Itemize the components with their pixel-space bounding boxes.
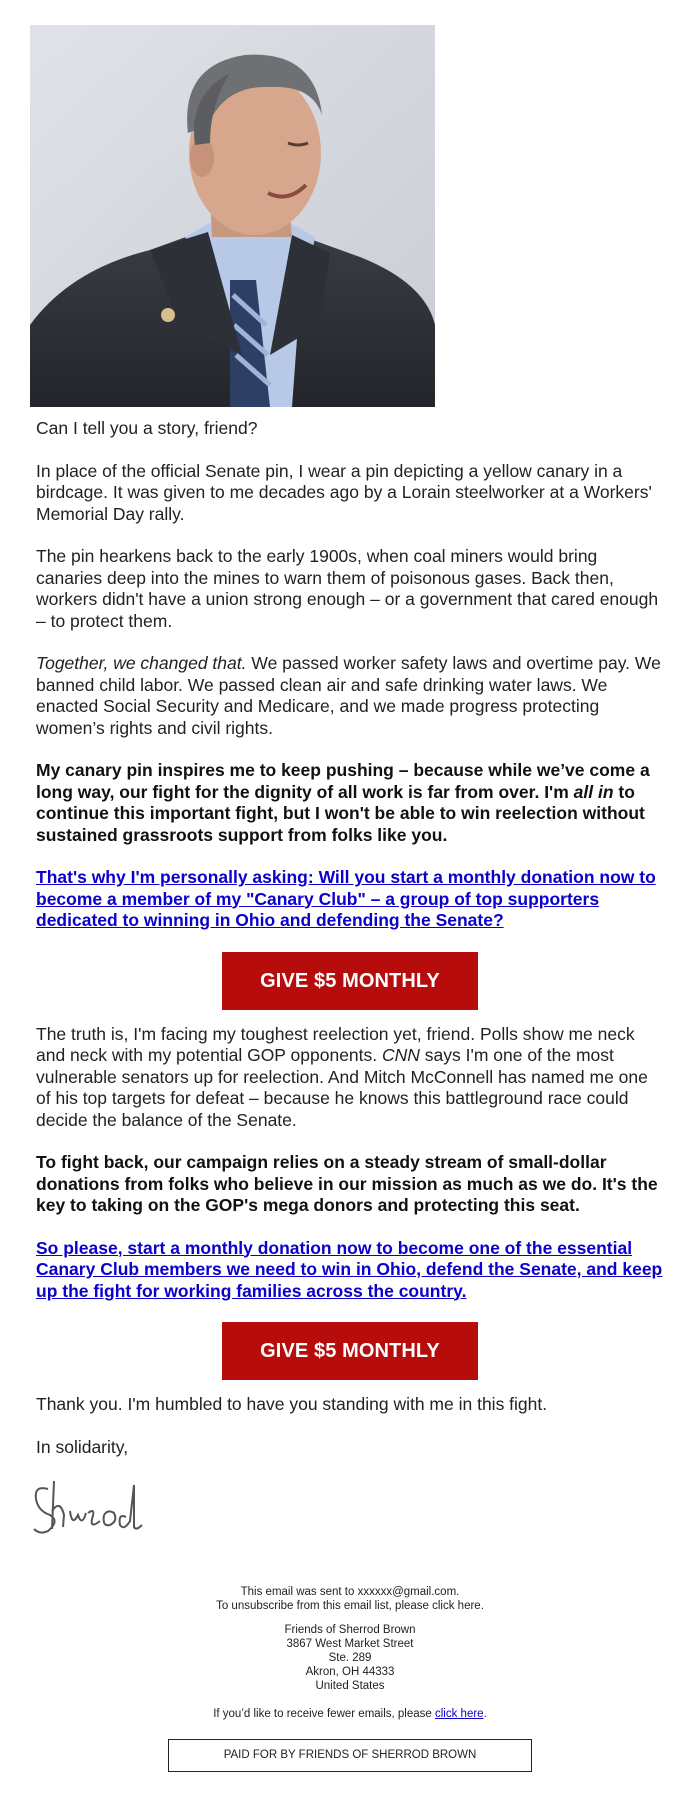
inspiration-paragraph [36, 760, 664, 846]
inspiration-paragraph-end: to continue this important fight, but I won't be able to win reelection without sustained grassroots support from folks like you. [36, 781, 645, 845]
portrait-photo-icon [30, 25, 435, 407]
canary-club-link[interactable]: That's why I'm personally asking: Will you start a monthly donation now to become a member of my "Canary Club" – a group of top supporters dedicated to winning in Ohio and defending the Senate? [36, 867, 656, 930]
email-footer [30, 1585, 670, 1772]
signature-icon [30, 1471, 150, 1541]
reelection-paragraph-end: says I'm one of the most vulnerable senators up for reelection. And Mitch McConnell has named me one of his top targets for defeat – because he knows this battleground race could decide the balance of the Senate. [36, 1045, 648, 1130]
sent-to-line: This email was sent to xxxxxx@gmail.com. [240, 1586, 460, 1598]
thank-you-paragraph: Thank you. I'm humbled to have you standing with me in this fight. [36, 1394, 548, 1414]
greeting-paragraph: Can I tell you a story, friend? [36, 418, 258, 438]
reelection-paragraph-start: The truth is, I'm facing my toughest reelection yet, friend. Polls show me neck and neck with my potential GOP opponents. [36, 1023, 635, 1065]
address-line: Friends of Sherrod Brown [284, 1624, 416, 1636]
portrait-photo [30, 25, 435, 407]
monthly-link-paragraph [36, 1238, 664, 1303]
reelection-paragraph [36, 1024, 664, 1132]
fewer-emails-prefix: If you’d like to receive fewer emails, please [213, 1708, 435, 1720]
donate-button-row-2 [36, 1322, 664, 1380]
address-line: Ste. 289 [328, 1652, 372, 1664]
footer-notice [30, 1585, 670, 1613]
reelection-paragraph-italic: CNN [382, 1045, 420, 1065]
address-line: 3867 West Market Street [286, 1638, 414, 1650]
paid-for-disclaimer: PAID FOR BY FRIENDS OF SHERROD BROWN [168, 1739, 532, 1772]
letter-body [30, 418, 670, 1458]
signature [30, 1471, 670, 1551]
closing-paragraph: In solidarity, [36, 1436, 129, 1457]
canary-history-paragraph: The pin hearkens back to the early 1900s, when coal miners would bring canaries deep into the mines to warn them of poisonous gases. Back then, workers didn't have a union strong enough – or a government that cared enough – to protect them. [36, 546, 659, 631]
progress-paragraph-rest: We passed worker safety laws and overtime pay. We banned child labor. We passed clean air and safe drinking water laws. We enacted Social Security and Medicare, and we made progress protecting women’s rights and civil rights. [36, 653, 661, 738]
ask-link-paragraph [36, 867, 664, 932]
progress-paragraph [36, 653, 664, 739]
address-line: United States [315, 1680, 385, 1692]
unsubscribe-line[interactable]: To unsubscribe from this email list, please click here. [216, 1600, 484, 1612]
fewer-emails-line [30, 1707, 670, 1721]
inspiration-paragraph-start: My canary pin inspires me to keep pushing – because while we’ve come a long way, our fight for the dignity of all work is far from over. I'm [36, 760, 650, 802]
give-5-monthly-button-2[interactable]: GIVE $5 MONTHLY [222, 1322, 478, 1380]
fewer-emails-suffix: . [483, 1708, 487, 1720]
donate-button-row-1 [36, 952, 664, 1010]
mailing-address [30, 1623, 670, 1693]
progress-paragraph-italic: Together, we changed that. [36, 653, 247, 673]
inspiration-paragraph-italic: all in [573, 781, 614, 802]
fewer-emails-link[interactable]: click here [435, 1708, 484, 1720]
monthly-donation-link[interactable]: So please, start a monthly donation now to become one of the essential Canary Club members we need to win in Ohio, defend the Senate, and keep up the fight for working families across the country. [36, 1237, 663, 1301]
email-body [30, 25, 670, 1772]
fight-back-paragraph: To fight back, our campaign relies on a steady stream of small-dollar donations from folks who believe in our mission as much as we do. It's the key to taking on the GOP's mega donors and protecting this seat. [36, 1152, 658, 1215]
address-line: Akron, OH 44333 [305, 1666, 395, 1678]
pin-story-paragraph: In place of the official Senate pin, I wear a pin depicting a yellow canary in a birdcage. It was given to me decades ago by a Lorain steelworker at a Workers' Memorial Day rally. [36, 460, 652, 524]
give-5-monthly-button[interactable]: GIVE $5 MONTHLY [222, 952, 478, 1010]
